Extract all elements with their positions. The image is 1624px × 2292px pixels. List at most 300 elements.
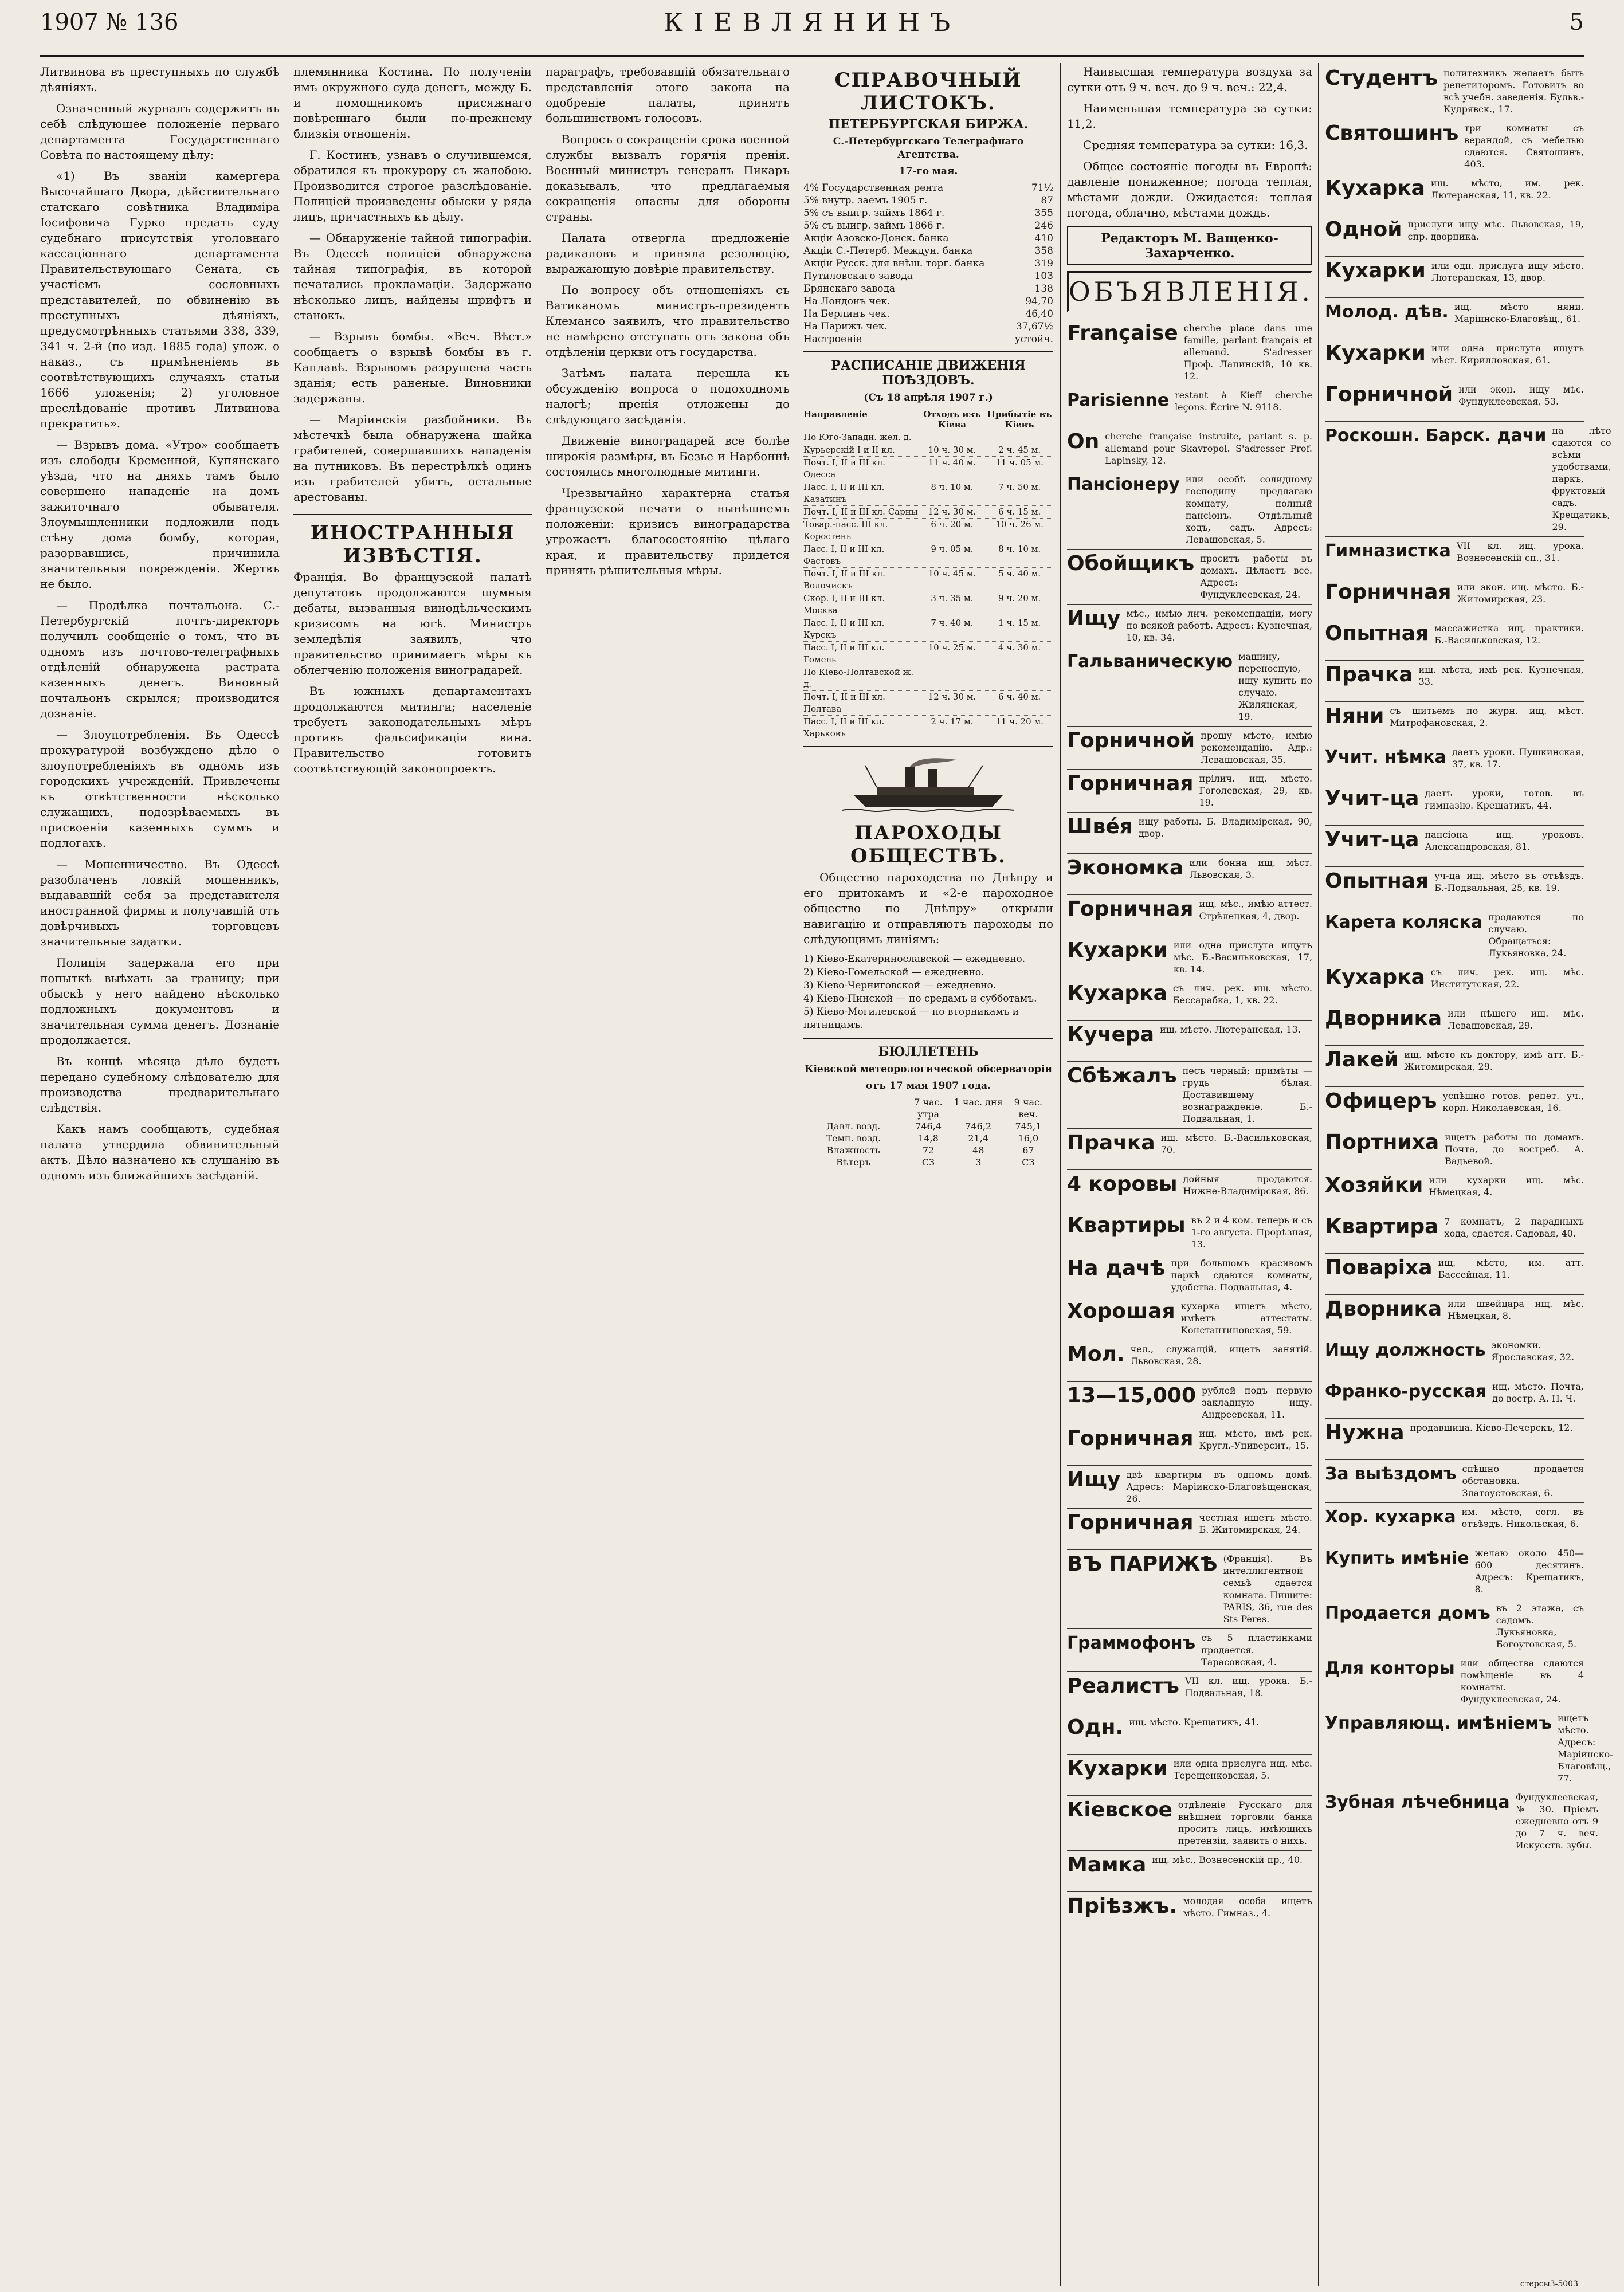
classified-ad bbox=[1325, 784, 1584, 826]
exchange-row bbox=[803, 282, 1053, 295]
exchange-value: 46,40 bbox=[1025, 308, 1053, 320]
train-route: Пасс. I, II и III кл. Казатинъ bbox=[803, 482, 885, 504]
article-paragraph: — Мошенничество. Въ Одессѣ разоблаченъ ловкій мошенникъ, выдававшій себя за представителя иностранной фирмы и получавшій отъ довѣрчивыхъ торговцевъ значительные задатки. bbox=[40, 857, 280, 948]
ad-text: или одна прислуга ищ. мѣс. Терещенковская, 5. bbox=[1173, 1758, 1312, 1781]
classified-ad bbox=[1325, 908, 1584, 963]
column-divider bbox=[1318, 63, 1319, 2286]
column-divider bbox=[1060, 63, 1061, 2286]
reference-column bbox=[803, 64, 1053, 2282]
classified-ad bbox=[1067, 1755, 1312, 1796]
foreign-news-text bbox=[293, 570, 532, 776]
ad-keyword: Горничной bbox=[1067, 729, 1195, 752]
ad-keyword: Студентъ bbox=[1325, 66, 1438, 90]
ad-keyword: Хорошая bbox=[1067, 1300, 1175, 1323]
train-row bbox=[803, 506, 1053, 519]
ad-text: ищ. мѣсто, имѣ рек. Кругл.-Университ., 15. bbox=[1199, 1428, 1312, 1451]
exchange-security: 5% съ выигр. займъ 1864 г. bbox=[803, 207, 945, 219]
ad-keyword: Française bbox=[1067, 321, 1178, 345]
ad-text: ищетъ работы по домамъ. Почта, до востреб. А. Вадьевой. bbox=[1445, 1132, 1584, 1167]
exchange-value: устойч. bbox=[1014, 333, 1053, 345]
section-rule bbox=[803, 746, 1053, 747]
ad-keyword: 4 коровы bbox=[1067, 1172, 1178, 1196]
ad-keyword: Кухарка bbox=[1067, 982, 1167, 1005]
classified-ad bbox=[1067, 1297, 1312, 1340]
exchange-date: 17-го мая. bbox=[899, 166, 958, 177]
ship-line: 4) Кіево-Пинской — по средамъ и субботамъ. bbox=[803, 993, 1037, 1004]
weather-row bbox=[803, 1132, 1053, 1144]
article-paragraph: — Злоупотребленія. Въ Одессѣ прокуратурой возбуждено дѣло о злоупотребленіяхъ въ одномъ изъ городскихъ учрежденій. Привлечены къ отвѣтственности нѣсколько служащихъ, подозрѣваемыхъ въ присвоеніи казенныхъ суммъ и подлогахъ. bbox=[40, 728, 280, 850]
classified-ad bbox=[1325, 64, 1584, 119]
ad-text: ищ. мѣсто. Почта, до востр. А. Н. Ч. bbox=[1492, 1381, 1584, 1404]
train-arrival: 5 ч. 40 м. bbox=[998, 568, 1041, 579]
article-paragraph: Франція. Во французской палатѣ депутатовъ продолжаются шумныя дебаты, вызванныя винодѣльческимъ кризисомъ на югѣ. Министръ земледѣлія заявилъ, что правительство принимаетъ мѣры къ облегченію положенія виноградарей. bbox=[293, 570, 532, 677]
exchange-table bbox=[803, 182, 1053, 346]
exchange-security: 4% Государственная рента bbox=[803, 182, 944, 194]
weather-value: 746,2 bbox=[965, 1121, 992, 1132]
train-row bbox=[803, 457, 1053, 481]
classified-ad bbox=[1067, 770, 1312, 813]
exchange-security: На Парижъ чек. bbox=[803, 321, 888, 332]
train-route: Пасс. I, II и III кл. Фастовъ bbox=[803, 544, 885, 566]
classified-ad bbox=[1067, 1021, 1312, 1062]
train-row bbox=[803, 543, 1053, 568]
train-departure: 9 ч. 05 м. bbox=[931, 544, 974, 554]
ad-keyword: Прачка bbox=[1325, 663, 1413, 686]
ad-keyword: Гальваническую bbox=[1067, 652, 1233, 672]
ad-keyword: Гимназистка bbox=[1325, 541, 1451, 561]
ad-text: ищ. мѣсто няни. Маріинско-Благовѣщ., 61. bbox=[1454, 301, 1584, 324]
steamship-illustration bbox=[842, 754, 1014, 817]
ad-keyword: Мол. bbox=[1067, 1343, 1125, 1366]
weather-value: СЗ bbox=[1022, 1157, 1035, 1168]
weather-col-evening: 9 час. веч. bbox=[1014, 1097, 1043, 1120]
ad-keyword: На дачѣ bbox=[1067, 1257, 1166, 1280]
ad-keyword: Горничная bbox=[1067, 772, 1194, 795]
article-paragraph: — Взрывъ бомбы. «Веч. Вѣст.» сообщаетъ о взрывѣ бомбы въ г. Каплавѣ. Взрывомъ разрушена часть зданія; есть раненые. Виновники задержаны. bbox=[293, 329, 532, 405]
classified-ad bbox=[1325, 1087, 1584, 1128]
exchange-security: Настроеніе bbox=[803, 333, 862, 345]
classified-ad bbox=[1067, 936, 1312, 979]
exchange-heading: ПЕТЕРБУРГСКАЯ БИРЖА. bbox=[828, 117, 1029, 132]
exchange-security: 5% внутр. заемъ 1905 г. bbox=[803, 195, 928, 206]
train-route: Почт. I, II и III кл. Полтава bbox=[803, 692, 885, 714]
ad-text: ищ. мѣста, имѣ рек. Кузнечная, 33. bbox=[1418, 664, 1584, 687]
ad-keyword: Прачка bbox=[1067, 1131, 1155, 1155]
classified-ad bbox=[1067, 727, 1312, 770]
exchange-row bbox=[803, 257, 1053, 270]
weather-note: Наивысшая температура воздуха за сутки отъ 9 ч. веч. до 9 ч. веч.: 22,4. bbox=[1067, 65, 1312, 94]
classified-ad bbox=[1067, 1129, 1312, 1170]
weather-value: 745,1 bbox=[1015, 1121, 1042, 1132]
train-arrival: 11 ч. 05 м. bbox=[995, 457, 1044, 468]
classified-ad bbox=[1325, 1004, 1584, 1046]
classified-ad bbox=[1067, 1550, 1312, 1629]
classified-ad bbox=[1325, 1419, 1584, 1460]
classified-ad bbox=[1067, 854, 1312, 895]
ad-text: cherche place dans une famille, parlant français et allemand. S'adresser Проф. Лапинскій, 10 кв. 12. bbox=[1183, 323, 1312, 382]
train-route: Почт. I, II и III кл. Одесса bbox=[803, 457, 885, 480]
exchange-value: 355 bbox=[1034, 207, 1053, 219]
ad-text: спѣшно продается обстановка. Златоустовская, 6. bbox=[1462, 1463, 1584, 1498]
classified-ad bbox=[1067, 1851, 1312, 1892]
ad-text: желаю около 450—600 десятинъ. Адресъ: Крещатикъ, 8. bbox=[1474, 1548, 1584, 1595]
article-paragraph: Движеніе виноградарей все болѣе широкія размѣры, въ Безье и Нарбоннѣ состоялись многолюдные митинги. bbox=[546, 434, 790, 478]
ad-keyword: Молод. дѣв. bbox=[1325, 302, 1449, 322]
ad-text: прошу мѣсто, имѣю рекомендацію. Адр.: Левашовская, 35. bbox=[1201, 730, 1312, 765]
ad-keyword: Хор. кухарка bbox=[1325, 1507, 1456, 1527]
issue-number: 1907 № 136 bbox=[40, 9, 179, 36]
ad-text: песъ черный; примѣты — грудь бѣлая. Доставившему вознагражденіе. Б.-Подвальная, 1. bbox=[1182, 1065, 1312, 1124]
ad-keyword: Мамка bbox=[1067, 1853, 1147, 1877]
train-row bbox=[803, 617, 1053, 642]
train-arrival bbox=[986, 431, 1053, 444]
ad-keyword: Ищу должность bbox=[1325, 1340, 1486, 1360]
section-rule bbox=[803, 351, 1053, 352]
train-route: Пасс. I, II и III кл. Гомель bbox=[803, 642, 885, 665]
weather-row bbox=[803, 1156, 1053, 1168]
weather-col-morning: 7 час. утра bbox=[914, 1097, 943, 1120]
ad-text: или общества сдаются помѣщеніе въ 4 комнаты. Фундуклеевская, 24. bbox=[1460, 1658, 1584, 1705]
weather-value: 14,8 bbox=[918, 1133, 939, 1144]
ad-keyword: Кухарки bbox=[1325, 259, 1426, 282]
classified-ads-2 bbox=[1325, 64, 1613, 1855]
ships-text: Общество пароходства по Днѣпру и его притокамъ и «2-е пароходное общество по Днѣпру» открыли навигацію и отправляютъ пароходы по слѣдующимъ линіямъ: bbox=[803, 870, 1053, 946]
classified-ad bbox=[1325, 1503, 1584, 1544]
weather-value: 16,0 bbox=[1018, 1133, 1039, 1144]
ad-keyword: On bbox=[1067, 430, 1100, 453]
train-departure: 3 ч. 35 м. bbox=[931, 593, 974, 603]
classified-ad bbox=[1067, 979, 1312, 1021]
ad-text: им. мѣсто, согл. въ отъѣздъ. Никольская, 6. bbox=[1461, 1506, 1584, 1529]
exchange-row bbox=[803, 320, 1053, 333]
train-route: Курьерскій I и II кл. bbox=[803, 445, 895, 455]
exchange-security: Акціи С.-Петерб. Междун. банка bbox=[803, 245, 973, 257]
train-departure: 10 ч. 30 м. bbox=[928, 445, 976, 455]
classified-ad bbox=[1067, 1211, 1312, 1254]
ad-text: или одна прислуга ищутъ мѣст. Кирилловская, 61. bbox=[1431, 343, 1584, 366]
classified-ad bbox=[1325, 1046, 1584, 1087]
train-row bbox=[803, 431, 1053, 444]
classified-ad bbox=[1325, 826, 1584, 867]
article-paragraph: Вопросъ о сокращеніи срока военной службы вызвалъ горячія пренія. Военный министръ генералъ Пикаръ доказывалъ, что предлагаемыя сокращенія опасны для обороны страны. bbox=[546, 132, 790, 223]
ad-keyword: Офицеръ bbox=[1325, 1089, 1437, 1113]
foreign-news-heading: ИНОСТРАННЫЯ ИЗВѢСТІЯ. bbox=[310, 521, 515, 567]
train-departure: 12 ч. 30 м. bbox=[928, 692, 976, 702]
ad-text: успѣшно готов. репет. уч., корп. Николаевская, 16. bbox=[1442, 1090, 1584, 1113]
ad-keyword: Пансіонеру bbox=[1067, 474, 1180, 494]
train-row bbox=[803, 716, 1053, 740]
ad-keyword: Поваріха bbox=[1325, 1256, 1433, 1280]
ad-text: съ лич. рек. ищ. мѣсто. Бессарабка, 1, кв. 22. bbox=[1172, 983, 1312, 1006]
ad-text: въ 2 и 4 ком. теперь и съ 1-го августа. Прорѣзная, 13. bbox=[1191, 1215, 1312, 1250]
weather-value: 72 bbox=[922, 1145, 935, 1156]
ad-text: ищ. мѣсто. Б.-Васильковская, 70. bbox=[1160, 1132, 1312, 1155]
ad-keyword: Для конторы bbox=[1325, 1658, 1455, 1678]
ad-keyword: Няни bbox=[1325, 704, 1384, 728]
train-departure: 6 ч. 20 м. bbox=[931, 519, 974, 529]
classified-ad bbox=[1067, 550, 1312, 605]
exchange-row bbox=[803, 308, 1053, 320]
ad-keyword: Кухарки bbox=[1067, 939, 1168, 962]
ad-keyword: Карета коляска bbox=[1325, 912, 1483, 932]
classified-ads-1 bbox=[1067, 319, 1312, 1933]
train-departure: 11 ч. 40 м. bbox=[928, 457, 976, 468]
ad-keyword: Святошинъ bbox=[1325, 121, 1459, 145]
ad-keyword: Хозяйки bbox=[1325, 1174, 1423, 1197]
ad-text: или экон. ищу мѣс. Фундуклеевская, 53. bbox=[1458, 384, 1584, 407]
train-route: По Кіево-Полтавской ж. д. bbox=[803, 667, 914, 689]
ad-text: даетъ уроки, готов. въ гимназію. Крещатикъ, 44. bbox=[1425, 788, 1584, 811]
article-paragraph: Означенный журналъ содержитъ въ себѣ слѣдующее положеніе перваго департамента Государственнаго Совѣта по настоящему дѣлу: bbox=[40, 101, 280, 162]
weather-note: Общее состояніе погоды въ Европѣ: давленіе пониженное; погода теплая, мѣстами дожди. Ожидается: теплая погода, облачно, мѣстами дождь. bbox=[1067, 159, 1312, 219]
exchange-value: 319 bbox=[1034, 258, 1053, 269]
exchange-value: 410 bbox=[1034, 233, 1053, 244]
classified-ad bbox=[1325, 537, 1584, 578]
footer-code: стерсы3-5003 bbox=[1520, 2279, 1578, 2289]
exchange-value: 94,70 bbox=[1025, 296, 1053, 307]
ad-keyword: Портниха bbox=[1325, 1131, 1439, 1154]
exchange-security: 5% съ выигр. займъ 1866 г. bbox=[803, 220, 945, 231]
weather-subheading: Кіевской метеорологической обсерваторіи bbox=[804, 1063, 1053, 1075]
ad-keyword: Лакей bbox=[1325, 1048, 1399, 1072]
train-row bbox=[803, 519, 1053, 543]
ad-text: restant à Kieff cherche leçons. Écrire N. 9118. bbox=[1175, 390, 1312, 413]
train-departure: 2 ч. 17 м. bbox=[931, 716, 974, 727]
trains-table-header bbox=[803, 408, 1053, 431]
ad-text: ищ. мѣс., имѣю аттест. Стрѣлецкая, 4, двор. bbox=[1199, 898, 1312, 921]
train-row bbox=[803, 481, 1053, 506]
article-paragraph: — Продѣлка почтальона. С.-Петербургскій почтъ-директоръ получилъ сообщеніе о томъ, что въ одномъ изъ почтово-телеграфныхъ отдѣленій обнаружена растрата казенныхъ денегъ. Виновный почтальонъ скрылся; производится дознаніе. bbox=[40, 598, 280, 720]
article-paragraph: Въ концѣ мѣсяца дѣло будетъ передано судебному слѣдователю для производства предварительнаго слѣдствія. bbox=[40, 1054, 280, 1114]
ad-keyword: Кіевское bbox=[1067, 1798, 1172, 1822]
train-departure bbox=[919, 666, 986, 690]
classified-ad bbox=[1067, 1062, 1312, 1129]
ad-keyword: Граммофонъ bbox=[1067, 1633, 1196, 1653]
ad-text: рублей подъ первую закладную ищу. Андреевская, 11. bbox=[1202, 1385, 1312, 1420]
ad-keyword: Шве́я bbox=[1067, 815, 1133, 838]
train-arrival: 8 ч. 10 м. bbox=[998, 544, 1041, 554]
ad-keyword: Купить имѣніе bbox=[1325, 1548, 1469, 1568]
exchange-subheading: С.-Петербургскаго Телеграфнаго Агентства. bbox=[833, 136, 1024, 160]
classified-ad bbox=[1067, 470, 1312, 550]
classified-ad bbox=[1325, 298, 1584, 339]
ad-keyword: 13—15,000 bbox=[1067, 1384, 1197, 1407]
classified-ad bbox=[1067, 427, 1312, 470]
reference-heading: СПРАВОЧНЫЙ ЛИСТОКЪ. bbox=[834, 69, 1022, 115]
classified-ad bbox=[1325, 1254, 1584, 1295]
classified-ad bbox=[1325, 1709, 1613, 1788]
ad-keyword: Нужна bbox=[1325, 1421, 1405, 1445]
trains-subheading: (Съ 18 апрѣля 1907 г.) bbox=[864, 392, 993, 403]
trains-heading: РАСПИСАНІЕ ДВИЖЕНІЯ ПОѢЗДОВЪ. bbox=[831, 358, 1026, 388]
train-arrival: 9 ч. 20 м. bbox=[998, 593, 1041, 603]
trains-col-departure: Отходъ изъ Кіева bbox=[923, 409, 981, 430]
train-route: Пасс. I, II и III кл. Харьковъ bbox=[803, 716, 885, 739]
classified-ad bbox=[1067, 1672, 1312, 1713]
ad-keyword: Горничная bbox=[1067, 1427, 1194, 1450]
classified-ad bbox=[1325, 119, 1584, 174]
ad-keyword: Дворника bbox=[1325, 1297, 1442, 1321]
ad-text: при большомъ красивомъ паркѣ сдаются комнаты, удобства. Подвальная, 4. bbox=[1171, 1258, 1312, 1293]
train-row bbox=[803, 642, 1053, 666]
ad-keyword: Дворника bbox=[1325, 1007, 1442, 1030]
weather-value: СЗ bbox=[921, 1157, 935, 1168]
news-column-1 bbox=[40, 64, 280, 2282]
weather-value: 67 bbox=[1022, 1145, 1034, 1156]
ship-line: 3) Кіево-Черниговской — ежедневно. bbox=[803, 980, 997, 991]
train-arrival: 1 ч. 15 м. bbox=[998, 618, 1041, 628]
section-rule bbox=[293, 512, 532, 515]
ad-keyword: Учит. нѣмка bbox=[1325, 747, 1446, 767]
exchange-value: 87 bbox=[1041, 195, 1053, 206]
exchange-security: Брянскаго завода bbox=[803, 283, 896, 295]
masthead bbox=[40, 0, 1584, 57]
article-paragraph: По вопросу объ отношеніяхъ съ Ватиканомъ министръ-президентъ Клемансо заявилъ, что правительство не намѣрено отступать отъ закона объ отдѣленіи церкви отъ государства. bbox=[546, 283, 790, 359]
ad-text: cherche française instruite, parlant s. p. allemand pour Skavropol. S'adresser Prof. Lapinsky, 12. bbox=[1105, 431, 1312, 466]
ad-keyword: Одной bbox=[1325, 218, 1402, 241]
train-arrival bbox=[986, 666, 1053, 690]
ad-keyword: За выѣздомъ bbox=[1325, 1464, 1457, 1484]
ad-text: (Франція). Въ интеллигентной семьѣ сдается комната. Пишите: PARIS, 36, rue des Sts Pères. bbox=[1223, 1553, 1312, 1624]
classified-ad bbox=[1325, 257, 1584, 298]
weather-header bbox=[803, 1096, 1053, 1120]
ad-text: проситъ работы въ домахъ. Дѣлаетъ все. Адресъ: Фундуклеевская, 24. bbox=[1200, 553, 1312, 600]
ad-text: мѣс., имѣю лич. рекомендаціи, могу по всякой работѣ. Адресъ: Кузнечная, 10, кв. 34. bbox=[1126, 608, 1312, 643]
classified-ad bbox=[1325, 578, 1584, 619]
article-paragraph: Въ южныхъ департаментахъ продолжаются митинги; населеніе требуетъ законодательныхъ мѣръ противъ фальсификаціи вина. Правительство готовитъ соотвѣтствующій законопроектъ. bbox=[293, 684, 532, 775]
train-row bbox=[803, 666, 1053, 691]
ad-text: ищ. мѣсто, им. атт. Бассейная, 11. bbox=[1438, 1257, 1584, 1280]
ad-text: экономки. Ярославская, 32. bbox=[1491, 1340, 1575, 1363]
article-paragraph: «1) Въ званіи камергера Высочайшаго Двора, дѣйствительнаго статскаго совѣтника Владиміра Іосифовича Гурко предать суду судебнаго присутствія уголовнаго кассаціоннаго департамента Правительствующаго Сената, съ участіемъ сословныхъ представителей, по обвиненію въ преступныхъ дѣяніяхъ, предусмотрѣнныхъ статьями 338, 339, 341 ч. 2-й (по изд. 1885 года) улож. о наказ., съ примѣненіемъ въ соотвѣтствующихъ случаяхъ статьи 1666 уложенія; 2) уголовное преслѣдованіе противъ Литвинова прекратить». bbox=[40, 169, 280, 430]
train-route: Почт. I, II и III кл. Сарны bbox=[803, 507, 918, 517]
exchange-row bbox=[803, 245, 1053, 257]
ad-text: на лѣто сдаются со всѣми удобствами, паркъ, фруктовый садъ. Крещатикъ, 29. bbox=[1552, 425, 1611, 532]
article-paragraph: племянника Костина. По полученіи имъ окружного суда денегъ, между Б. и помощникомъ присяжнаго повѣреннаго были по-прежнему близкія отношенія. bbox=[293, 65, 532, 140]
trains-col-arrival: Прибытіе въ Кіевъ bbox=[987, 409, 1052, 430]
classified-ad bbox=[1325, 963, 1584, 1004]
trains-col-route: Направленіе bbox=[803, 409, 868, 419]
ad-text: машину, переносную, ищу купить по случаю. Жилянская, 19. bbox=[1238, 651, 1312, 722]
news-column-3 bbox=[546, 64, 790, 2282]
classified-ad bbox=[1067, 813, 1312, 854]
ad-keyword: Управляющ. имѣніемъ bbox=[1325, 1713, 1552, 1733]
ad-keyword: Прiѣзжъ. bbox=[1067, 1894, 1178, 1918]
weather-label: Влажность bbox=[826, 1145, 880, 1156]
train-row bbox=[803, 691, 1053, 716]
classified-ad bbox=[1325, 1544, 1584, 1599]
ad-text: Фундуклеевская, № 30. Пріемъ ежедневно отъ 9 до 7 ч. веч. Искусств. зубы. bbox=[1515, 1792, 1599, 1851]
classified-ad bbox=[1067, 1629, 1312, 1672]
masthead-rule bbox=[40, 55, 1584, 57]
weather-value: 746,4 bbox=[915, 1121, 942, 1132]
train-arrival: 7 ч. 50 м. bbox=[998, 482, 1041, 492]
train-departure: 7 ч. 40 м. bbox=[931, 618, 974, 628]
weather-value: 48 bbox=[972, 1145, 984, 1156]
weather-label: Вѣтеръ bbox=[836, 1157, 871, 1168]
ad-keyword: Parisienne bbox=[1067, 390, 1170, 410]
ad-text: ищ. мѣс., Вознесенскій пр., 40. bbox=[1152, 1854, 1303, 1865]
exchange-row bbox=[803, 219, 1053, 232]
train-arrival: 11 ч. 20 м. bbox=[995, 716, 1044, 727]
ad-keyword: Квартиры bbox=[1067, 1214, 1186, 1237]
article-paragraph: — Взрывъ дома. «Утро» сообщаетъ изъ слободы Кременной, Купянскаго уѣзда, что на дняхъ тамъ было совершено нападеніе на домъ зажиточнаго обывателя. Злоумышленники подложили подъ стѣну дома бомбу, которая, разорвавшись, причинила значительныя поврежденія. Жертвъ не было. bbox=[40, 438, 280, 591]
train-departure: 10 ч. 25 м. bbox=[928, 642, 976, 653]
ad-keyword: Обойщикъ bbox=[1067, 552, 1195, 575]
ad-text: три комнаты съ верандой, съ мебелью сдаются. Святошинъ, 403. bbox=[1464, 123, 1584, 170]
ad-keyword: Учит-ца bbox=[1325, 787, 1419, 810]
train-arrival: 2 ч. 45 м. bbox=[998, 445, 1041, 455]
classified-ad bbox=[1067, 1382, 1312, 1424]
ad-text: въ 2 этажа, съ садомъ. Лукьяновка, Богоутовская, 5. bbox=[1496, 1603, 1584, 1650]
trains-table bbox=[803, 431, 1053, 740]
article-paragraph: — Маріинскія разбойники. Въ мѣстечкѣ была обнаружена шайка грабителей, совершавшихъ нападенія на путниковъ. Въ перестрѣлкѣ одинъ изъ грабителей убитъ, остальные арестованы. bbox=[293, 413, 532, 504]
ad-text: продаются по случаю. Обращаться: Лукьяновка, 24. bbox=[1488, 912, 1584, 959]
ad-text: или экон. ищ. мѣсто. Б.-Житомирская, 23. bbox=[1457, 582, 1584, 605]
exchange-value: 138 bbox=[1034, 283, 1053, 295]
ad-text: или одн. прислуга ищу мѣсто. Лютеранская, 13, двор. bbox=[1431, 260, 1584, 283]
classified-ad bbox=[1325, 1460, 1584, 1503]
weather-heading: БЮЛЛЕТЕНЬ bbox=[878, 1045, 979, 1059]
classified-ad bbox=[1325, 1336, 1584, 1377]
ad-keyword: ВЪ ПАРИЖѢ bbox=[1067, 1552, 1218, 1576]
ship-line: 1) Кіево-Екатеринославской — ежедневно. bbox=[803, 953, 1026, 965]
ad-text: ищ. мѣсто, им. рек. Лютеранская, 11, кв. 22. bbox=[1430, 178, 1584, 201]
train-route: Почт. I, II и III кл. Волочискъ bbox=[803, 568, 885, 591]
ad-text: дойныя продаются. Нижне-Владимірская, 86. bbox=[1183, 1174, 1312, 1196]
classified-ad bbox=[1067, 1796, 1312, 1851]
article-paragraph: Палата отвергла предложеніе радикаловъ и приняла резолюцію, выражающую довѣріе правительству. bbox=[546, 231, 790, 276]
editor-box: Редакторъ М. Ващенко-Захарченко. bbox=[1067, 226, 1312, 265]
ads-title: ОБЪЯВЛЕНІЯ. bbox=[1067, 271, 1312, 312]
classified-ad bbox=[1325, 867, 1584, 908]
ad-keyword: Кучера bbox=[1067, 1023, 1155, 1046]
ad-keyword: Ищу bbox=[1067, 1468, 1121, 1492]
ad-keyword: Кухарка bbox=[1325, 966, 1425, 989]
train-departure: 12 ч. 30 м. bbox=[928, 507, 976, 517]
train-route: По Юго-Западн. жел. д. bbox=[803, 432, 912, 442]
weather-notes bbox=[1067, 64, 1312, 221]
classified-ad bbox=[1325, 339, 1584, 380]
ship-line: 2) Кіево-Гомельской — ежедневно. bbox=[803, 967, 984, 978]
train-arrival: 6 ч. 15 м. bbox=[998, 507, 1041, 517]
classified-ad bbox=[1067, 1170, 1312, 1211]
ad-text: ищ. мѣсто. Крещатикъ, 41. bbox=[1129, 1717, 1260, 1728]
exchange-security: Акціи Азовско-Донск. банка bbox=[803, 233, 949, 244]
classified-ad bbox=[1325, 1171, 1584, 1212]
article-paragraph: Литвинова въ преступныхъ по службѣ дѣяніяхъ. bbox=[40, 65, 280, 94]
classified-ad bbox=[1067, 1509, 1312, 1550]
classified-ad bbox=[1067, 605, 1312, 647]
weather-row bbox=[803, 1144, 1053, 1156]
ads-column-2 bbox=[1325, 64, 1613, 2282]
exchange-security: Путиловскаго завода bbox=[803, 270, 913, 282]
ad-text: пансіона ищ. уроковъ. Александровская, 81. bbox=[1425, 829, 1584, 852]
ad-keyword: Опытная bbox=[1325, 622, 1429, 645]
article-paragraph: параграфъ, требовавшій обязательнаго представленія этого закона на одобреніе палаты, принятъ большинствомъ голосовъ. bbox=[546, 65, 790, 125]
ad-text: уч-ца ищ. мѣсто въ отъѣздъ. Б.-Подвальная, 25, кв. 19. bbox=[1434, 870, 1584, 893]
ad-text: массажистка ищ. практики. Б.-Васильковская, 12. bbox=[1434, 623, 1584, 646]
page-number: 5 bbox=[1569, 9, 1584, 36]
ad-text: или швейцара ищ. мѣс. Нѣмецкая, 8. bbox=[1448, 1298, 1584, 1321]
ad-text: честная ищетъ мѣсто. Б. Житомирская, 24. bbox=[1199, 1512, 1312, 1535]
train-departure bbox=[919, 431, 986, 444]
newspaper-title: КІЕВЛЯНИНЪ bbox=[663, 8, 961, 37]
exchange-value: 358 bbox=[1034, 245, 1053, 257]
weather-value: 21,4 bbox=[968, 1133, 988, 1144]
ad-keyword: Экономка bbox=[1067, 856, 1184, 880]
ads-column-1 bbox=[1067, 64, 1312, 2282]
